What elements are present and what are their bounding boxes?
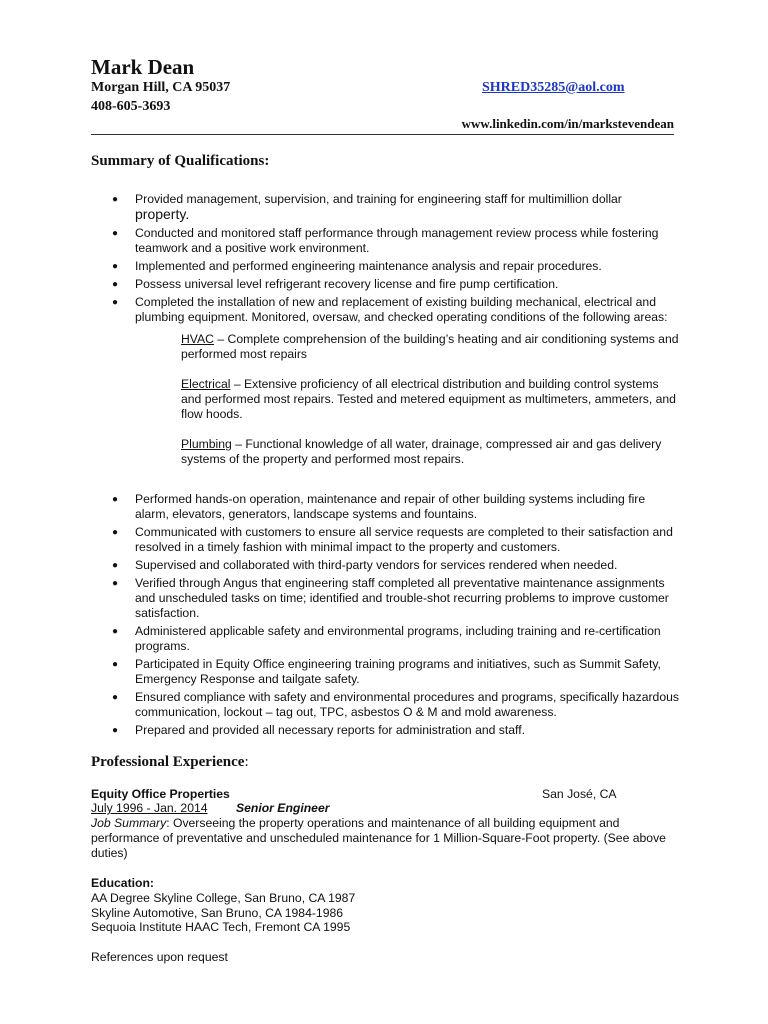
email-link[interactable]: SHRED35285@aol.com xyxy=(482,80,625,95)
list-item: ● Participated in Equity Office engineering training programs and initiatives, such as Summit Safety, Emergency Response and tailgate safety. xyxy=(112,657,661,686)
bullet-icon: ● xyxy=(112,692,119,703)
company-location: San José, CA xyxy=(542,787,617,801)
list-item: ● Provided management, supervision, and training for engineering staff for multimillion dollar property. xyxy=(112,192,622,222)
references-note: References upon request xyxy=(91,950,228,964)
bullet-icon: ● xyxy=(112,725,119,736)
list-item: ● Administered applicable safety and environmental programs, including training and re-certification programs. xyxy=(112,624,661,653)
summary-heading: Summary of Qualifications: xyxy=(91,153,270,169)
list-item: ● Verified through Angus that engineering staff completed all preventative maintenance assignments and unscheduled tasks on time; identified and trouble-shot recurring problems to improve customer satisfaction. xyxy=(112,576,669,620)
area-plumbing: Plumbing – Functional knowledge of all water, drainage, compressed air and gas delivery systems of the property and performed most repairs. xyxy=(181,437,662,466)
list-item: ● Implemented and performed engineering maintenance analysis and repair procedures. xyxy=(112,259,602,273)
bullet-icon: ● xyxy=(112,494,119,505)
area-electrical: Electrical – Extensive proficiency of all electrical distribution and building control systems and performed most repairs. Tested and metered equipment as multimeters, ammeters, and flow hoods. xyxy=(181,377,676,421)
candidate-name: Mark Dean xyxy=(91,55,195,79)
list-item: ● Possess universal level refrigerant recovery license and fire pump certification. xyxy=(112,277,559,291)
list-item: ● Ensured compliance with safety and environmental procedures and programs, specifically hazardous communication, lockout – tag out, TPC, asbestos O & M and mold awareness. xyxy=(112,690,679,719)
education-heading: Education: xyxy=(91,876,154,890)
areas-list xyxy=(181,332,682,467)
education-item: AA Degree Skyline College, San Bruno, CA 1987 xyxy=(91,891,356,905)
bullet-icon: ● xyxy=(112,297,119,308)
list-item: ● Conducted and monitored staff performance through management review process while fostering teamwork and a positive work environment. xyxy=(112,226,659,255)
area-hvac: HVAC – Complete comprehension of the building’s heating and air conditioning systems and performed most repairs xyxy=(181,332,679,361)
linkedin-url[interactable]: www.linkedin.com/in/markstevendean xyxy=(461,116,674,131)
experience-heading: Professional Experience: xyxy=(91,754,249,770)
list-item: ● Prepared and provided all necessary reports for administration and staff. xyxy=(112,723,525,737)
bullet-icon: ● xyxy=(112,194,119,205)
candidate-location: Morgan Hill, CA 95037 xyxy=(91,80,231,95)
bullet-icon: ● xyxy=(112,261,119,272)
bullet-icon: ● xyxy=(112,228,119,239)
candidate-phone: 408-605-3693 xyxy=(91,99,171,114)
bullet-icon: ● xyxy=(112,626,119,637)
company-name: Equity Office Properties xyxy=(91,787,230,801)
list-item: ● Communicated with customers to ensure all service requests are completed to their satisfaction and resolved in a timely fashion with minimal impact to the property and customers. xyxy=(112,525,673,554)
employment-dates: July 1996 - Jan. 2014 xyxy=(91,801,208,815)
summary-list-top xyxy=(112,192,682,471)
bullet-icon: ● xyxy=(112,560,119,571)
job-summary: Job Summary: Overseeing the property operations and maintenance of all building equipment and performance of preventative and unscheduled maintenance for 1 Million-Square-Foot property. (See above duties) xyxy=(91,816,666,860)
job-title: Senior Engineer xyxy=(236,801,330,815)
bullet-icon: ● xyxy=(112,578,119,589)
list-item: ● Performed hands-on operation, maintenance and repair of other building systems including fire alarm, elevators, generators, landscape systems and fountains. xyxy=(112,492,646,521)
bullet-icon: ● xyxy=(112,527,119,538)
bullet-icon: ● xyxy=(112,659,119,670)
education-item: Skyline Automotive, San Bruno, CA 1984-1986 xyxy=(91,905,344,920)
list-item: ● Completed the installation of new and replacement of existing building mechanical, electrical and plumbing equipment. Monitored, oversaw, and checked operating conditions of the following areas: HVAC – Complete comprehension of the building’s heating and air conditioning systems and performed most repairs Electrical – Extensive proficiency of all electrical distribution and building control systems and performed most repairs. Tested and metered equipment as multimeters, ammeters, and flow hoods. Plumbing – Functional knowledge of all water, drainage, compressed air and gas delivery systems of the property and performed most repairs. xyxy=(112,295,682,467)
bullet-icon: ● xyxy=(112,279,119,290)
education-list xyxy=(91,891,355,935)
list-item: ● Supervised and collaborated with third-party vendors for services rendered when needed. xyxy=(112,558,618,572)
summary-list-bottom xyxy=(112,492,682,741)
header-divider xyxy=(91,134,674,135)
education-item: Sequoia Institute HAAC Tech, Fremont CA 1995 xyxy=(91,920,351,934)
